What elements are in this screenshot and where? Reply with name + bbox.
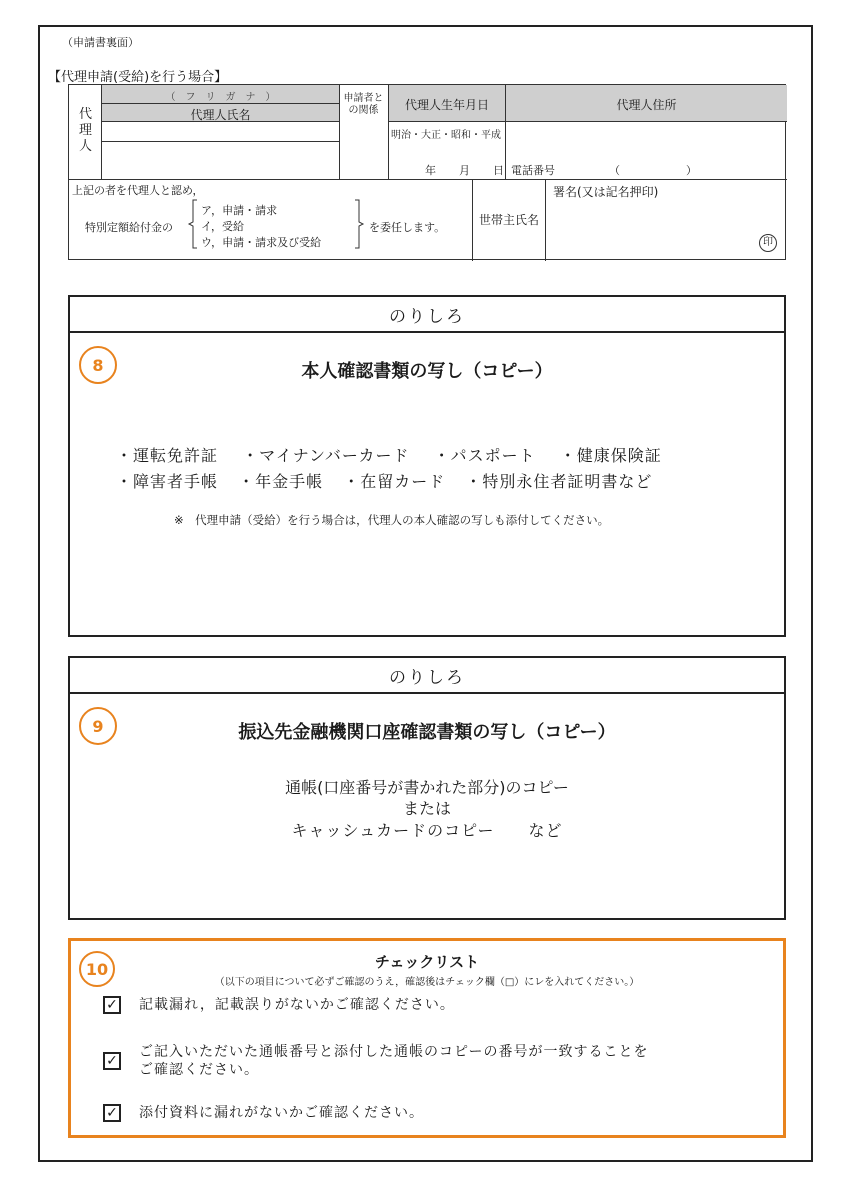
checkbox-1[interactable]: ✓ bbox=[103, 996, 121, 1014]
furigana-label: （ フ リ ガ ナ ） bbox=[165, 92, 276, 103]
doc-item: ・特別永住者証明書など bbox=[465, 472, 653, 491]
proxy-table bbox=[68, 84, 786, 260]
section-9-line3: キャッシュカードのコピー など bbox=[291, 821, 563, 840]
section-9-title: 振込先金融機関口座確認書類の写し（コピー） bbox=[238, 722, 616, 743]
form-side-label: （申請書裏面） bbox=[62, 36, 139, 49]
phone-paren[interactable]: （ ） bbox=[609, 164, 697, 177]
checklist-box bbox=[68, 938, 786, 1138]
section-9-line2: または bbox=[402, 799, 451, 818]
address-label: 代理人住所 bbox=[616, 98, 677, 112]
option-c[interactable]: ウ，申請・請求及び受給 bbox=[201, 236, 322, 249]
section-8-head: のりしろ bbox=[70, 297, 784, 333]
proxy-vertical-label: 代 理 人 bbox=[79, 107, 93, 154]
checkbox-2[interactable]: ✓ bbox=[103, 1052, 121, 1070]
checklist-subtitle: （以下の項目について必ずご確認のうえ，確認後はチェック欄（□）にレを入れてください。） bbox=[214, 977, 640, 988]
doc-item: ・在留カード bbox=[343, 472, 446, 491]
section-8-note: ※ 代理申請（受給）を行う場合は，代理人の本人確認の写しも添付してください。 bbox=[174, 513, 610, 527]
proxy-heading: 【代理申請(受給)を行う場合】 bbox=[48, 70, 228, 85]
checkbox-3[interactable]: ✓ bbox=[103, 1104, 121, 1122]
delegation-prefix: 特別定額給付金の bbox=[85, 221, 173, 234]
doc-item: ・健康保険証 bbox=[559, 446, 662, 465]
proxy-name-label: 代理人氏名 bbox=[190, 108, 251, 122]
section-9-badge: 9 bbox=[79, 707, 117, 745]
section-9-line1: 通帳(口座番号が書かれた部分)のコピー bbox=[285, 778, 569, 797]
signature-label: 署名(又は記名押印) bbox=[553, 185, 659, 199]
option-a[interactable]: ア，申請・請求 bbox=[201, 204, 278, 217]
option-b[interactable]: イ，受給 bbox=[201, 220, 245, 233]
section-9-head: のりしろ bbox=[70, 658, 784, 694]
checklist-item-3: 添付資料に漏れがないかご確認ください。 bbox=[139, 1105, 424, 1121]
phone-label: 電話番号 bbox=[511, 164, 555, 177]
checklist-badge: 10 bbox=[79, 951, 115, 987]
doc-item: ・障害者手帳 bbox=[116, 472, 219, 491]
doc-item: ・運転免許証 bbox=[116, 446, 219, 465]
section-8-box bbox=[68, 295, 786, 637]
section-8-badge: 8 bbox=[79, 346, 117, 384]
delegation-line1: 上記の者を代理人と認め， bbox=[72, 184, 204, 197]
doc-item: ・年金手帳 bbox=[238, 472, 324, 491]
left-bracket bbox=[187, 199, 199, 249]
seal-mark: 印 bbox=[759, 234, 777, 252]
checklist-item-2: ご記入いただいた通帳番号と添付した通帳のコピーの番号が一致することを bbox=[139, 1044, 649, 1060]
year-label: 年 bbox=[425, 164, 436, 177]
day-label: 日 bbox=[493, 164, 504, 177]
right-bracket bbox=[353, 199, 365, 249]
month-label: 月 bbox=[459, 164, 470, 177]
checklist-item-2-cont: ご確認ください。 bbox=[139, 1062, 259, 1078]
docs-row-1 bbox=[116, 443, 662, 466]
doc-item: ・パスポート bbox=[433, 446, 536, 465]
delegation-suffix: を委任します。 bbox=[369, 221, 446, 234]
relation-label: 申請者と の関係 bbox=[343, 93, 384, 116]
checklist-title: チェックリスト bbox=[374, 953, 480, 971]
section-9-box bbox=[68, 656, 786, 920]
doc-item: ・マイナンバーカード bbox=[242, 446, 410, 465]
era-options[interactable]: 明治・大正・昭和・平成 bbox=[391, 130, 501, 141]
section-8-title: 本人確認書類の写し（コピー） bbox=[301, 361, 553, 382]
docs-row-2 bbox=[116, 469, 652, 492]
birthdate-label: 代理人生年月日 bbox=[404, 98, 489, 112]
checklist-item-1: 記載漏れ，記載誤りがないかご確認ください。 bbox=[139, 997, 455, 1013]
householder-label: 世帯主氏名 bbox=[478, 213, 539, 227]
